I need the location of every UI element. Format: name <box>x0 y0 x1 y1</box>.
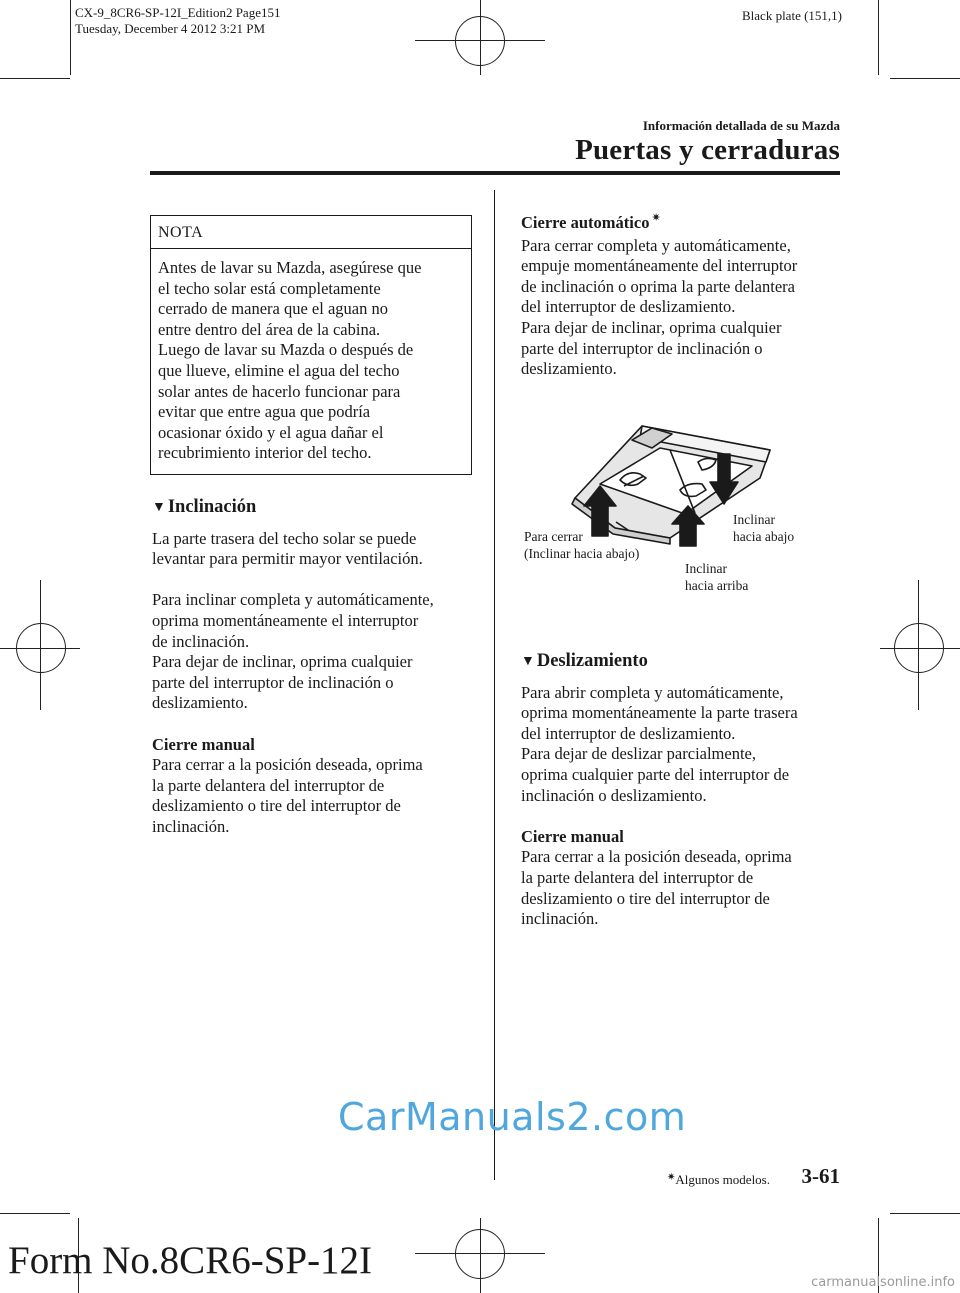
note-line: que llueve, elimine el agua del techo <box>158 360 400 380</box>
note-heading: NOTA <box>151 216 471 249</box>
note-body <box>151 249 471 474</box>
paragraph: Para inclinar completa y automáticamente, oprima momentáneamente el interruptor de inclinación. Para dejar de inclinar, oprima cualquier parte del interruptor de inclinación o deslizamiento. <box>152 590 434 713</box>
black-plate-label: Black plate (151,1) <box>742 8 842 23</box>
site-watermark: carmanualsonline.info <box>811 1275 955 1290</box>
left-column <box>152 497 482 858</box>
paragraph: Cierre manual Para cerrar a la posición deseada, oprima la parte delantera del interruptor de deslizamiento o tire del interruptor de inclinación. <box>152 734 423 836</box>
star-footnote-icon: ✷ <box>651 212 661 224</box>
watermark-logo: CarManuals2.com <box>338 1095 687 1139</box>
note-line: entre dentro del área de la cabina. <box>158 319 381 339</box>
paragraph: Cierre automático ✷ Para cerrar completa y automáticamente, empuje momentáneamente del interruptor de inclinación o oprima la parte delantera del interruptor de deslizamiento. Para dejar de inclinar, oprima cualquier parte del interruptor de inclinación o deslizamiento. <box>521 212 798 379</box>
heading-deslizamiento: ▼ Deslizamiento <box>521 651 648 671</box>
label-para-cerrar: Para cerrar (Inclinar hacia abajo) <box>524 529 640 561</box>
right-column-bottom <box>521 651 851 950</box>
note-line: Antes de lavar su Mazda, asegúrese que <box>158 258 422 277</box>
label-inclinar-abajo: Inclinar hacia abajo <box>733 512 795 544</box>
heading-cierre-manual: Cierre manual <box>152 734 255 754</box>
triangle-bullet-icon: ▼ <box>152 500 166 515</box>
note-line: solar antes de hacerlo funcionar para <box>158 381 401 401</box>
plate-info-line2: Tuesday, December 4 2012 3:21 PM <box>75 21 266 36</box>
right-column-top <box>521 213 851 400</box>
star-footnote-icon: ✷ <box>666 1172 676 1183</box>
section-subtitle: Información detallada de su Mazda <box>642 118 840 133</box>
plate-info-line1: CX-9_8CR6-SP-12I_Edition2 Page151 <box>75 5 281 20</box>
section-title: Puertas y cerraduras <box>575 134 840 166</box>
note-line: ocasionar óxido y el agua dañar el <box>158 422 384 442</box>
header-rule <box>150 171 840 175</box>
paragraph: Para abrir completa y automáticamente, oprima momentáneamente la parte trasera del interruptor de deslizamiento. Para dejar de deslizar parcialmente, oprima cualquier parte del interruptor de inclinación o deslizamiento. <box>521 682 798 805</box>
footnote: ✷Algunos modelos. <box>666 1172 770 1187</box>
plate-info <box>75 5 280 37</box>
sunroof-switch-figure <box>520 418 840 603</box>
heading-cierre-automatico: Cierre automático <box>521 213 650 232</box>
heading-inclinacion: ▼ Inclinación <box>152 497 257 517</box>
column-divider <box>494 190 495 1180</box>
paragraph: La parte trasera del techo solar se puede levantar para permitir mayor ventilación. <box>152 528 423 569</box>
note-line: Luego de lavar su Mazda o después de <box>158 340 414 360</box>
heading-cierre-manual: Cierre manual <box>521 826 624 846</box>
note-line: evitar que entre agua que podría <box>158 402 371 422</box>
form-number: Form No.8CR6-SP-12I <box>8 1239 373 1282</box>
paragraph: Cierre manual Para cerrar a la posición deseada, oprima la parte delantera del interruptor de deslizamiento o tire del interruptor de inclinación. <box>521 826 792 929</box>
page-number: 3-61 <box>801 1164 840 1188</box>
note-box <box>150 215 472 475</box>
label-inclinar-arriba: Inclinar hacia arriba <box>685 561 749 593</box>
note-line: el techo solar está completamente <box>158 278 381 298</box>
note-line: cerrado de manera que el aguan no <box>158 299 388 319</box>
note-line: recubrimiento interior del techo. <box>158 443 372 463</box>
triangle-bullet-icon: ▼ <box>521 654 535 669</box>
